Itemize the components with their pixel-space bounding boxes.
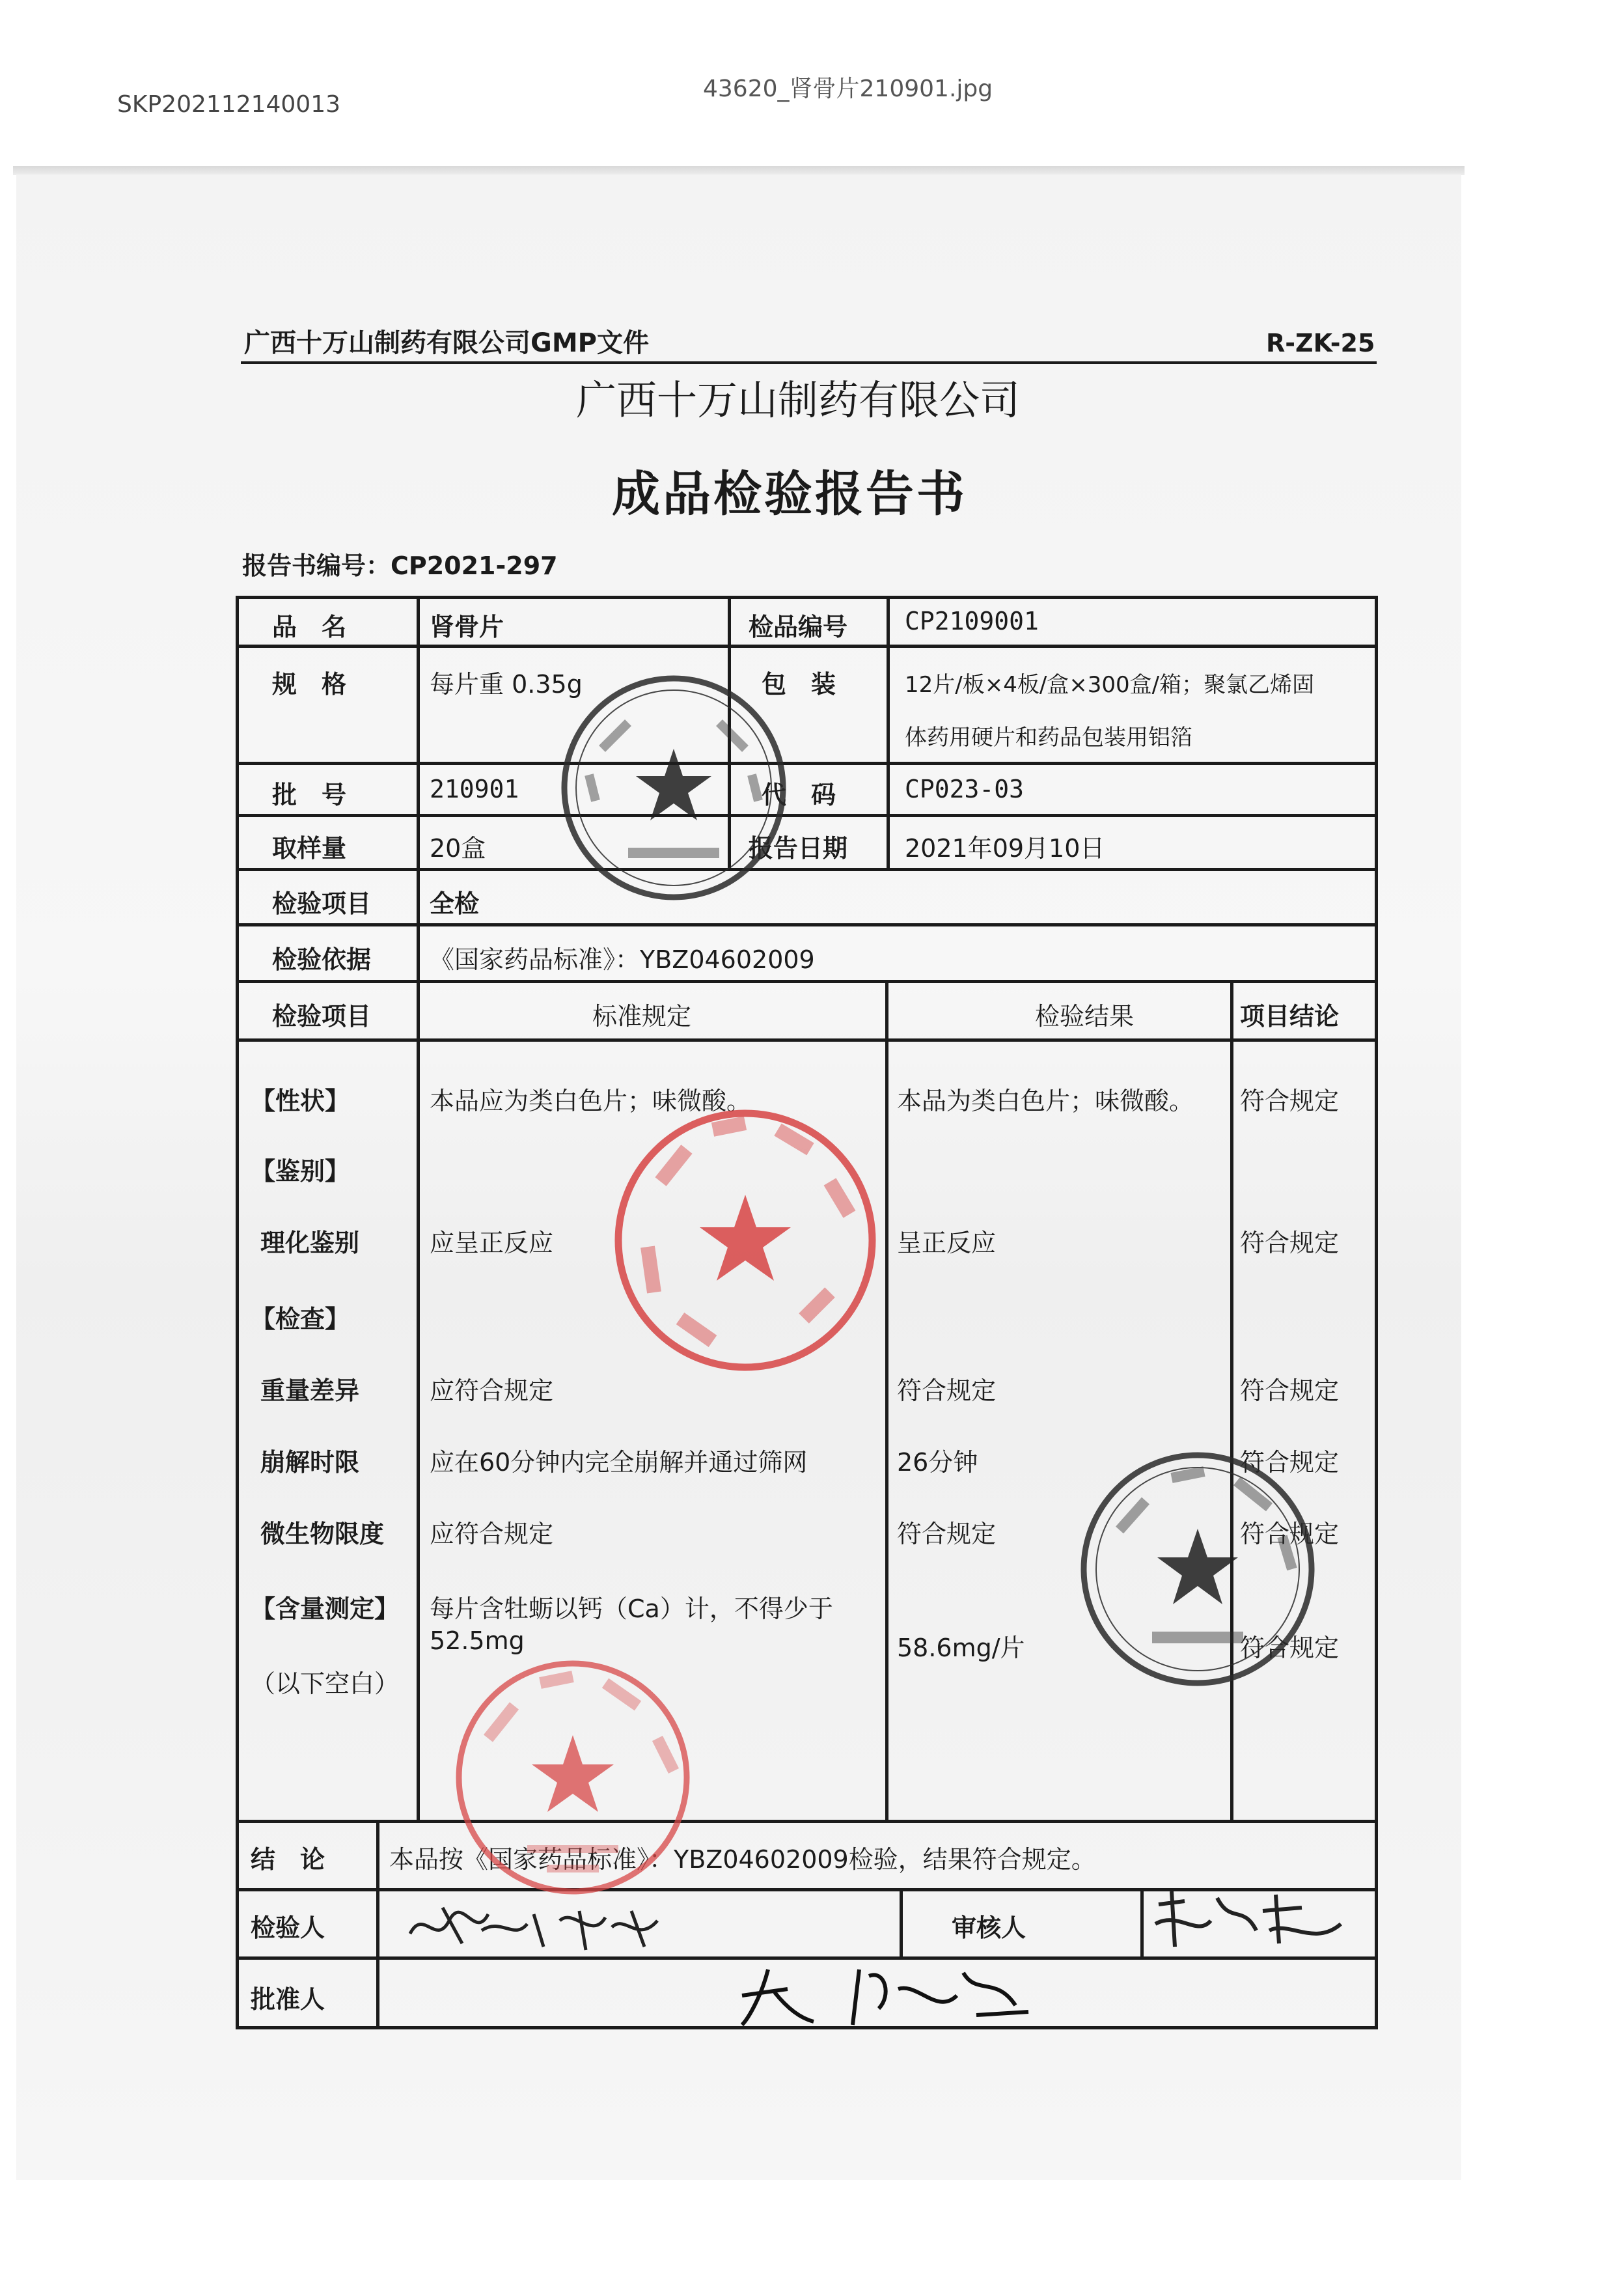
result-conclusion: 符合规定 (1240, 1229, 1340, 1257)
col-header-conclusion: 项目结论 (1240, 1002, 1340, 1031)
result-item: 崩解时限 (260, 1448, 360, 1477)
qty-value: 20盒 (430, 834, 486, 863)
result-item: 理化鉴别 (260, 1229, 360, 1257)
basis-value: 《国家药品标准》：YBZ04602009 (430, 945, 815, 974)
row-rule (236, 762, 1378, 765)
result-value: 符合规定 (897, 1520, 997, 1548)
distributor-quality-stamp (609, 1104, 882, 1377)
conclusion-label: 结 论 (251, 1845, 325, 1874)
result-item: 【性状】 (251, 1087, 350, 1115)
inspector-signature (404, 1895, 677, 1956)
result-standard: 应符合规定 (430, 1376, 554, 1405)
sample-no-label: 检品编号 (749, 613, 848, 641)
result-conclusion: 符合规定 (1240, 1448, 1340, 1477)
code-value: CP023-03 (905, 775, 1025, 803)
col-header-result: 检验结果 (1035, 1002, 1135, 1031)
result-item: 微生物限度 (260, 1520, 385, 1548)
reviewer-label: 审核人 (952, 1914, 1026, 1942)
approver-signature (729, 1956, 1041, 2031)
result-standard: 52.5mg (430, 1626, 525, 1655)
table-border-top (236, 596, 1378, 599)
report-title: 成品检验报告书 (612, 466, 967, 522)
col-rule (417, 980, 420, 1820)
reviewer-signature (1146, 1885, 1354, 1956)
scan-code: SKP202112140013 (117, 91, 341, 118)
sample-no-value: CP2109001 (905, 607, 1039, 635)
col-rule (900, 1888, 903, 1956)
row-rule (236, 980, 1378, 983)
result-standard: 应呈正反应 (430, 1229, 554, 1257)
result-conclusion: 符合规定 (1240, 1520, 1340, 1548)
col-rule (376, 1820, 379, 2028)
package-value-line1: 12片/板×4板/盒×300盒/箱；聚氯乙烯固 (905, 672, 1315, 698)
result-conclusion: 符合规定 (1240, 1634, 1340, 1662)
result-standard: 每片含牡蛎以钙（Ca）计，不得少于 (430, 1594, 833, 1623)
result-standard: 应在60分钟内完全崩解并通过筛网 (430, 1448, 808, 1477)
result-value: 26分钟 (897, 1448, 978, 1477)
item-label: 检验项目 (272, 889, 372, 918)
col-rule (887, 596, 890, 868)
result-standard: 应符合规定 (430, 1520, 554, 1548)
report-number: 报告书编号：CP2021-297 (242, 551, 558, 580)
spec-label: 规 格 (272, 670, 347, 699)
row-rule (236, 923, 1378, 926)
col-rule (1140, 1888, 1144, 1956)
col-header-standard: 标准规定 (592, 1002, 692, 1031)
date-label: 报告日期 (749, 834, 848, 863)
table-border-left (236, 596, 239, 2029)
row-rule (236, 814, 1378, 817)
batch-label: 批 号 (272, 781, 347, 809)
header-rule (241, 361, 1377, 364)
row-rule (236, 868, 1378, 871)
batch-value: 210901 (430, 775, 519, 803)
result-value: 本品为类白色片；味微酸。 (897, 1087, 1194, 1115)
result-item: 【检查】 (251, 1305, 350, 1333)
doc-number: R-ZK-25 (1266, 329, 1375, 357)
name-value: 肾骨片 (430, 613, 504, 641)
result-value: 符合规定 (897, 1376, 997, 1405)
result-item: 【鉴别】 (251, 1157, 350, 1186)
scan-edge (13, 166, 1465, 175)
col-rule (1230, 980, 1233, 1820)
code-label: 代 码 (762, 781, 836, 809)
result-standard: 本品应为类白色片；味微酸。 (430, 1087, 752, 1115)
qty-label: 取样量 (272, 834, 347, 863)
row-rule (236, 1820, 1378, 1823)
company-title: 广西十万山制药有限公司 (576, 376, 1021, 424)
scan-filename: 43620_肾骨片210901.jpg (703, 76, 993, 102)
result-item: 重量差异 (260, 1376, 360, 1405)
result-value: 58.6mg/片 (897, 1634, 1025, 1662)
col-rule (417, 596, 420, 980)
basis-label: 检验依据 (272, 945, 372, 974)
spec-value: 每片重 0.35g (430, 670, 583, 699)
gmp-header: 广西十万山制药有限公司GMP文件 (244, 328, 649, 358)
result-item: 【含量测定】 (251, 1594, 400, 1623)
inspector-label: 检验人 (251, 1914, 325, 1942)
health-industry-stamp (449, 1654, 696, 1901)
table-border-right (1375, 596, 1378, 2029)
package-label: 包 装 (762, 670, 836, 699)
result-conclusion: 符合规定 (1240, 1087, 1340, 1115)
company-inspection-stamp (557, 671, 791, 905)
row-rule (236, 645, 1378, 648)
result-conclusion: 符合规定 (1240, 1376, 1340, 1405)
name-label: 品 名 (272, 613, 347, 641)
result-value: 呈正反应 (897, 1229, 997, 1257)
col-header-item: 检验项目 (272, 1002, 372, 1031)
package-value-line2: 体药用硬片和药品包装用铝箔 (905, 725, 1192, 751)
row-rule (236, 1038, 1378, 1042)
col-rule (885, 980, 888, 1820)
result-item: （以下空白） (251, 1669, 400, 1698)
date-value: 2021年09月10日 (905, 834, 1105, 863)
item-value: 全检 (430, 889, 480, 918)
approver-label: 批准人 (251, 1985, 325, 2014)
company-inspection-stamp-2 (1074, 1445, 1321, 1693)
conclusion-value: 本品按《国家药品标准》：YBZ04602009检验，结果符合规定。 (389, 1845, 1096, 1874)
